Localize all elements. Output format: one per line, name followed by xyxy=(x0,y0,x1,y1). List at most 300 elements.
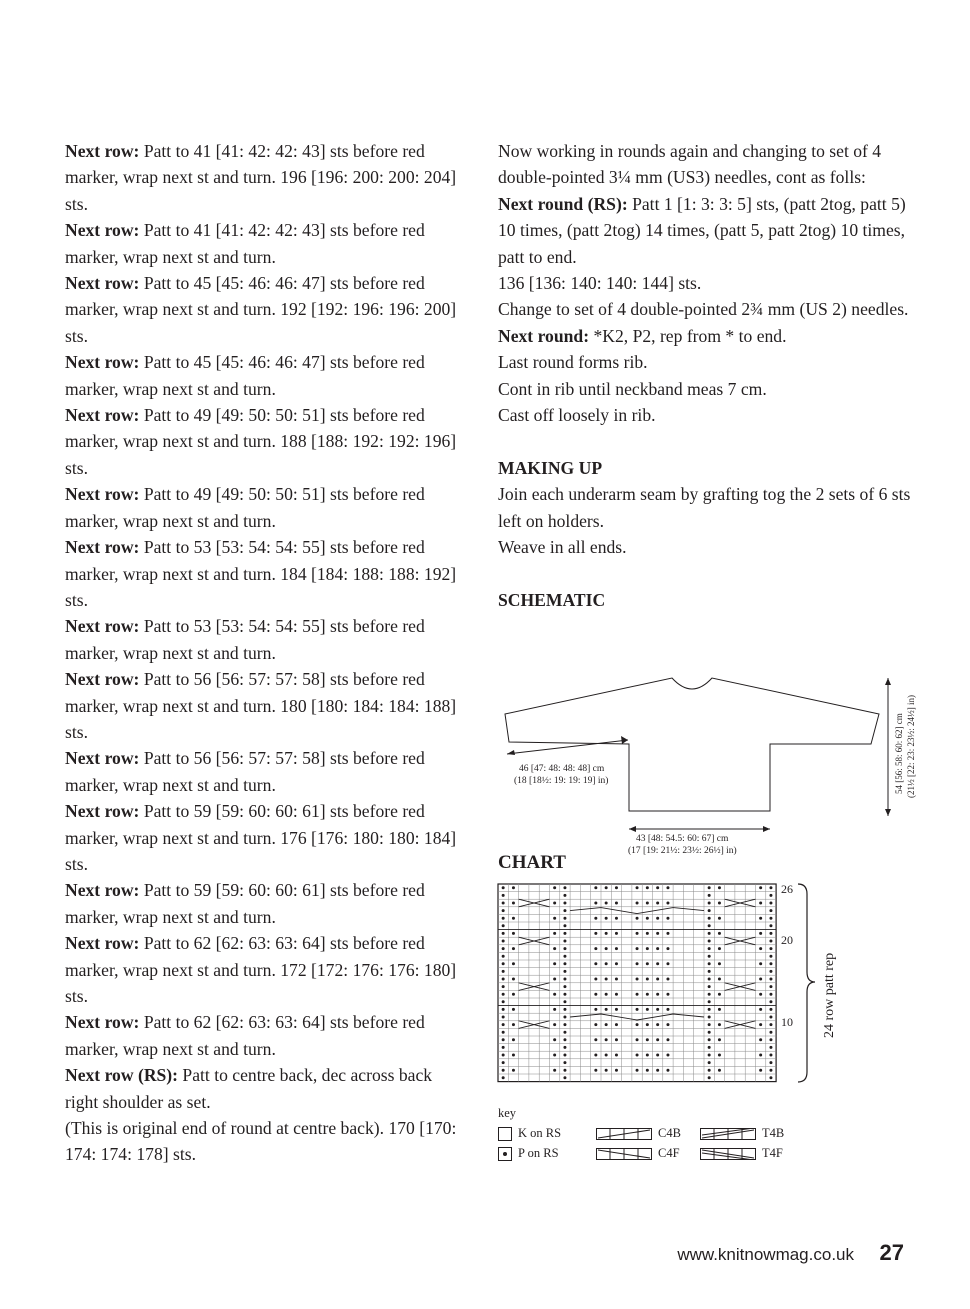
purl-dot xyxy=(553,1023,556,1026)
purl-dot xyxy=(708,1038,711,1041)
needle-change: Change to set of 4 double-pointed 2¾ mm (US 2) needles. xyxy=(498,299,909,320)
purl-dot xyxy=(563,1076,566,1079)
purl-dot xyxy=(553,886,556,889)
purl-dot xyxy=(594,886,597,889)
purl-dot xyxy=(594,962,597,965)
purl-dot xyxy=(605,886,608,889)
purl-dot xyxy=(563,947,566,950)
purl-dot xyxy=(769,909,772,912)
stitch-count: 136 [136: 140: 140: 144] sts. xyxy=(498,273,702,294)
purl-dot xyxy=(512,993,515,996)
purl-dot xyxy=(502,1069,505,1072)
purl-dot xyxy=(563,1069,566,1072)
purl-dot xyxy=(718,917,721,920)
purl-dot xyxy=(656,1038,659,1041)
purl-dot xyxy=(563,955,566,958)
next-round-rs-text: Patt 1 [1: 3: 3: 5] sts, (patt 2tog, patt 5) 10 times, (patt 2tog) 14 times, (patt 5, patt 2tog) 10 times, patt to end. xyxy=(498,193,906,267)
purl-dot xyxy=(708,1076,711,1079)
purl-dot xyxy=(646,902,649,905)
instruction-row xyxy=(65,930,465,1009)
instruction-row xyxy=(65,877,465,930)
purl-dot xyxy=(605,1023,608,1026)
purl-dot xyxy=(666,1008,669,1011)
purl-dot xyxy=(605,947,608,950)
purl-dot xyxy=(656,947,659,950)
purl-dot xyxy=(656,1054,659,1057)
purl-dot xyxy=(646,947,649,950)
instruction-label: Next row: xyxy=(65,669,140,690)
purl-dot xyxy=(708,886,711,889)
purl-dot xyxy=(502,1076,505,1079)
instruction-label: Next row: xyxy=(65,141,140,161)
instruction-label: Next row: xyxy=(65,405,140,426)
purl-dot xyxy=(563,993,566,996)
purl-dot xyxy=(502,917,505,920)
purl-dot xyxy=(502,1046,505,1049)
purl-dot xyxy=(666,1054,669,1057)
purl-dot xyxy=(512,902,515,905)
purl-dot xyxy=(553,962,556,965)
purl-dot xyxy=(769,1054,772,1057)
purl-dot xyxy=(553,947,556,950)
instruction-row xyxy=(65,138,465,217)
instruction-row xyxy=(65,613,465,666)
page-number: 27 xyxy=(879,1240,904,1265)
purl-dot xyxy=(553,993,556,996)
purl-dot xyxy=(646,932,649,935)
purl-dot xyxy=(615,1008,618,1011)
instruction-label: Next row: xyxy=(65,537,140,558)
body-cm-label: 43 [48: 54.5: 60: 67] cm xyxy=(636,834,729,844)
purl-dot xyxy=(759,1008,762,1011)
purl-dot xyxy=(636,962,639,965)
purl-dot xyxy=(563,1023,566,1026)
t4b-symbol-icon xyxy=(700,1128,756,1140)
sleeve-cm-label: 46 [47: 48: 48: 48] cm xyxy=(519,764,605,774)
instruction-label: Next row: xyxy=(65,616,140,637)
purl-dot xyxy=(759,1069,762,1072)
making-up-heading: MAKING UP xyxy=(498,457,603,478)
purl-dot xyxy=(708,909,711,912)
purl-dot xyxy=(563,1008,566,1011)
instruction-label: Next row: xyxy=(65,880,140,901)
key-t4b: T4B xyxy=(762,1126,785,1140)
purl-dot xyxy=(646,993,649,996)
purl-dot xyxy=(615,978,618,981)
purl-dot xyxy=(563,909,566,912)
purl-dot xyxy=(769,1069,772,1072)
purl-dot xyxy=(769,985,772,988)
purl-dot xyxy=(708,894,711,897)
purl-dot xyxy=(718,1038,721,1041)
purl-dot xyxy=(769,1038,772,1041)
purl-dot xyxy=(636,1023,639,1026)
purl-dot xyxy=(656,978,659,981)
purl-dot xyxy=(502,1061,505,1064)
instruction-row xyxy=(65,217,465,270)
purl-dot xyxy=(605,917,608,920)
key-c4f: C4F xyxy=(658,1146,680,1160)
instruction-row xyxy=(65,481,465,534)
purl-dot xyxy=(769,978,772,981)
purl-dot xyxy=(502,970,505,973)
purl-dot xyxy=(563,1016,566,1019)
purl-dot xyxy=(769,1008,772,1011)
purl-dot xyxy=(646,886,649,889)
purl-dot xyxy=(502,902,505,905)
purl-dot xyxy=(666,978,669,981)
purl-dot xyxy=(769,886,772,889)
purl-dot xyxy=(708,947,711,950)
purl-dot xyxy=(553,917,556,920)
purl-dot xyxy=(708,993,711,996)
purl-dot xyxy=(594,1038,597,1041)
purl-dot xyxy=(769,902,772,905)
purl-dot xyxy=(615,902,618,905)
instruction-label: Next row: xyxy=(65,220,140,241)
purl-dot xyxy=(563,894,566,897)
row-label-26: 26 xyxy=(781,882,793,896)
purl-dot xyxy=(718,886,721,889)
next-round-rib-text: *K2, P2, rep from * to end. xyxy=(589,325,787,346)
purl-dot xyxy=(512,1023,515,1026)
footer-url: www.knitnowmag.co.uk xyxy=(677,1245,854,1264)
purl-dot xyxy=(708,932,711,935)
purl-dot xyxy=(656,993,659,996)
purl-dot xyxy=(769,1000,772,1003)
purl-dot xyxy=(708,1046,711,1049)
purl-dot xyxy=(646,917,649,920)
purl-dot xyxy=(769,962,772,965)
purl-dot xyxy=(656,917,659,920)
purl-dot xyxy=(769,947,772,950)
key-title: key xyxy=(498,1106,517,1120)
instruction-row xyxy=(65,349,465,402)
instruction-label: Next row: xyxy=(65,273,140,294)
purl-dot xyxy=(563,924,566,927)
instruction-text: Patt to 41 [41: 42: 42: 43] sts before red marker, wrap next st and turn. xyxy=(65,220,425,267)
instruction-label: Next row: xyxy=(65,933,140,954)
next-round-rs xyxy=(498,191,918,270)
purl-dot xyxy=(666,1023,669,1026)
purl-dot xyxy=(512,962,515,965)
next-round-rib xyxy=(498,323,918,349)
sweater-outline xyxy=(505,678,879,811)
purl-dot xyxy=(666,917,669,920)
purl-dot xyxy=(666,962,669,965)
purl-dot xyxy=(656,932,659,935)
purl-dot xyxy=(646,1069,649,1072)
purl-dot xyxy=(708,985,711,988)
instruction-text: Patt to 59 [59: 60: 60: 61] sts before red marker, wrap next st and turn. 176 [176: 180: 180: 184] sts. xyxy=(65,801,457,874)
purl-dot xyxy=(708,917,711,920)
purl-dot xyxy=(502,1008,505,1011)
instruction-label: Next row: xyxy=(65,352,140,373)
purl-dot xyxy=(759,1054,762,1057)
purl-dot xyxy=(553,978,556,981)
purl-dot xyxy=(646,962,649,965)
purl-dot xyxy=(512,886,515,889)
purl-dot xyxy=(718,932,721,935)
purl-dot xyxy=(502,1054,505,1057)
purl-dot xyxy=(759,1023,762,1026)
rep-brace xyxy=(798,884,815,1082)
purl-dot xyxy=(563,1038,566,1041)
purl-dot xyxy=(769,932,772,935)
instruction-row xyxy=(65,270,465,349)
purl-dot xyxy=(769,940,772,943)
purl-dot xyxy=(502,955,505,958)
purl-dot xyxy=(718,947,721,950)
purl-dot xyxy=(594,1054,597,1057)
purl-dot xyxy=(553,1008,556,1011)
instruction-text: Patt to 53 [53: 54: 54: 55] sts before red marker, wrap next st and turn. 184 [184: 188: 188: 192] sts. xyxy=(65,537,457,610)
key-p-on-rs: P on RS xyxy=(518,1146,559,1160)
length-cm-label: 54 [56: 58: 60: 62] cm xyxy=(894,713,904,794)
purl-dot xyxy=(656,902,659,905)
purl-dot xyxy=(615,993,618,996)
purl-dot xyxy=(666,1069,669,1072)
instruction-text: Patt to 49 [49: 50: 50: 51] sts before red marker, wrap next st and turn. xyxy=(65,484,425,531)
purl-dot xyxy=(502,932,505,935)
purl-dot xyxy=(656,886,659,889)
purl-dot xyxy=(636,902,639,905)
purl-dot xyxy=(502,1031,505,1034)
purl-dot xyxy=(769,1031,772,1034)
purl-dot xyxy=(769,1016,772,1019)
purl-dot xyxy=(708,1031,711,1034)
purl-dot xyxy=(708,1008,711,1011)
purl-symbol-icon xyxy=(498,1147,512,1161)
purl-dot xyxy=(759,902,762,905)
purl-dot xyxy=(563,1031,566,1034)
rep-label: 24 row patt rep xyxy=(822,952,837,1038)
purl-dot xyxy=(708,1000,711,1003)
purl-dot xyxy=(563,985,566,988)
c4f-symbol-icon xyxy=(596,1148,652,1160)
purl-dot xyxy=(512,1069,515,1072)
purl-dot xyxy=(594,902,597,905)
instruction-label: Next row (RS): xyxy=(65,1065,179,1086)
instruction-text: Patt to 62 [62: 63: 63: 64] sts before red marker, wrap next st and turn. 172 [172: 176: 176: 180] sts. xyxy=(65,933,457,1006)
purl-dot xyxy=(563,1054,566,1057)
cast-off: Cast off loosely in rib. xyxy=(498,405,656,426)
purl-dot xyxy=(615,1054,618,1057)
row-label-20: 20 xyxy=(781,933,793,947)
purl-dot xyxy=(594,993,597,996)
key-k-on-rs: K on RS xyxy=(518,1126,562,1140)
purl-dot xyxy=(646,978,649,981)
purl-dot xyxy=(759,993,762,996)
instruction-row xyxy=(65,1062,465,1115)
purl-dot xyxy=(502,886,505,889)
purl-dot xyxy=(502,1000,505,1003)
making-up-weave: Weave in all ends. xyxy=(498,537,627,558)
purl-dot xyxy=(563,1000,566,1003)
c4b-symbol-icon xyxy=(596,1128,652,1140)
purl-dot xyxy=(594,1023,597,1026)
purl-dot xyxy=(512,1008,515,1011)
left-column xyxy=(65,138,465,1168)
purl-dot xyxy=(605,962,608,965)
purl-dot xyxy=(594,1069,597,1072)
knit-symbol-icon xyxy=(498,1127,512,1141)
purl-dot xyxy=(502,924,505,927)
purl-dot xyxy=(502,1023,505,1026)
purl-dot xyxy=(759,932,762,935)
purl-dot xyxy=(708,1023,711,1026)
purl-dot xyxy=(553,1069,556,1072)
purl-dot xyxy=(759,978,762,981)
purl-dot xyxy=(594,978,597,981)
purl-dot xyxy=(605,1054,608,1057)
last-round-note: Last round forms rib. xyxy=(498,352,648,373)
purl-dot xyxy=(656,1023,659,1026)
purl-dot xyxy=(708,1061,711,1064)
purl-dot xyxy=(553,902,556,905)
purl-dot xyxy=(718,962,721,965)
purl-dot xyxy=(605,978,608,981)
instruction-text: (This is original end of round at centre back). 170 [170: 174: 174: 178] sts. xyxy=(65,1118,457,1165)
purl-dot xyxy=(563,917,566,920)
purl-dot xyxy=(666,932,669,935)
purl-dot xyxy=(666,902,669,905)
purl-dot xyxy=(502,962,505,965)
purl-dot xyxy=(502,947,505,950)
purl-dot xyxy=(708,962,711,965)
purl-dot xyxy=(512,947,515,950)
instruction-row xyxy=(65,1009,465,1062)
purl-dot xyxy=(708,902,711,905)
purl-dot xyxy=(563,970,566,973)
purl-dot xyxy=(636,978,639,981)
purl-dot xyxy=(708,955,711,958)
purl-dot xyxy=(769,924,772,927)
sleeve-in-label: (18 [18½: 19: 19: 19] in) xyxy=(514,776,609,786)
purl-dot xyxy=(708,924,711,927)
purl-dot xyxy=(718,1023,721,1026)
length-in-label: (21½ [22: 23: 23½: 24½] in) xyxy=(906,695,916,798)
purl-dot xyxy=(708,1016,711,1019)
purl-dot xyxy=(759,917,762,920)
purl-dot xyxy=(708,940,711,943)
purl-dot xyxy=(605,1069,608,1072)
purl-dot xyxy=(594,947,597,950)
row-label-10: 10 xyxy=(781,1015,793,1029)
purl-dot xyxy=(718,902,721,905)
purl-dot xyxy=(563,1046,566,1049)
instruction-label: Next row: xyxy=(65,484,140,505)
purl-dot xyxy=(636,932,639,935)
cont-rib: Cont in rib until neckband meas 7 cm. xyxy=(498,378,767,399)
purl-dot xyxy=(615,1038,618,1041)
purl-dot xyxy=(636,947,639,950)
purl-dot xyxy=(666,886,669,889)
purl-dot xyxy=(636,1054,639,1057)
key-t4f: T4F xyxy=(762,1146,783,1160)
instruction-text: Patt to 53 [53: 54: 54: 55] sts before red marker, wrap next st and turn. xyxy=(65,616,425,663)
purl-dot xyxy=(708,970,711,973)
instruction-text: Patt to 41 [41: 42: 42: 43] sts before red marker, wrap next st and turn. 196 [196: 200: 200: 204] sts. xyxy=(65,141,457,214)
instruction-row xyxy=(65,745,465,798)
instruction-text: Patt to 45 [45: 46: 46: 47] sts before red marker, wrap next st and turn. 192 [192: 196: 196: 200] sts. xyxy=(65,273,457,346)
chart-heading: CHART xyxy=(498,852,566,873)
instruction-text: Patt to 56 [56: 57: 57: 58] sts before red marker, wrap next st and turn. xyxy=(65,748,425,795)
key-c4b: C4B xyxy=(658,1126,681,1140)
purl-dot xyxy=(563,932,566,935)
knitting-chart xyxy=(493,878,853,1103)
purl-dot xyxy=(718,978,721,981)
purl-dot xyxy=(553,1054,556,1057)
purl-dot xyxy=(769,970,772,973)
purl-dot xyxy=(502,993,505,996)
purl-dot xyxy=(512,978,515,981)
purl-dot xyxy=(563,978,566,981)
purl-dot xyxy=(636,1038,639,1041)
purl-dot xyxy=(615,947,618,950)
purl-dot xyxy=(563,1061,566,1064)
purl-dot xyxy=(563,962,566,965)
purl-dot xyxy=(636,993,639,996)
body-in-label: (17 [19: 21½: 23½: 26½] in) xyxy=(628,846,737,856)
purl-dot xyxy=(553,1038,556,1041)
purl-dot xyxy=(656,1008,659,1011)
purl-dot xyxy=(769,1061,772,1064)
purl-dot xyxy=(594,1008,597,1011)
purl-dot xyxy=(718,993,721,996)
instruction-text: Patt to 62 [62: 63: 63: 64] sts before red marker, wrap next st and turn. xyxy=(65,1012,425,1059)
purl-dot xyxy=(502,978,505,981)
purl-dot xyxy=(636,1008,639,1011)
purl-dot xyxy=(646,1054,649,1057)
purl-dot xyxy=(502,909,505,912)
purl-dot xyxy=(615,932,618,935)
purl-dot xyxy=(646,1023,649,1026)
purl-dot xyxy=(718,1054,721,1057)
instruction-text: Patt to centre back, dec across back right shoulder as set. xyxy=(65,1065,433,1112)
purl-dot xyxy=(502,894,505,897)
purl-dot xyxy=(769,917,772,920)
purl-dot xyxy=(512,1038,515,1041)
next-round-rs-label: Next round (RS): xyxy=(498,193,628,214)
next-round-rib-label: Next round: xyxy=(498,325,590,346)
purl-dot xyxy=(563,902,566,905)
instruction-text: Patt to 45 [45: 46: 46: 47] sts before red marker, wrap next st and turn. xyxy=(65,352,425,399)
purl-dot xyxy=(512,932,515,935)
purl-dot xyxy=(563,940,566,943)
purl-dot xyxy=(502,940,505,943)
purl-dot xyxy=(769,894,772,897)
purl-dot xyxy=(594,917,597,920)
sweater-schematic xyxy=(498,674,928,859)
purl-dot xyxy=(646,1038,649,1041)
purl-dot xyxy=(553,932,556,935)
purl-dot xyxy=(502,1038,505,1041)
instruction-row xyxy=(65,666,465,745)
making-up-seam: Join each underarm seam by grafting tog the 2 sets of 6 sts left on holders. xyxy=(498,484,911,531)
purl-dot xyxy=(769,955,772,958)
purl-dot xyxy=(615,886,618,889)
schematic-heading: SCHEMATIC xyxy=(498,589,606,610)
purl-dot xyxy=(605,932,608,935)
purl-dot xyxy=(615,962,618,965)
purl-dot xyxy=(615,917,618,920)
t4f-symbol-icon xyxy=(700,1148,756,1160)
instruction-text: Patt to 56 [56: 57: 57: 58] sts before red marker, wrap next st and turn. 180 [180: 184: 184: 188] sts. xyxy=(65,669,457,742)
purl-dot xyxy=(636,917,639,920)
purl-dot xyxy=(615,1069,618,1072)
purl-dot xyxy=(656,1069,659,1072)
